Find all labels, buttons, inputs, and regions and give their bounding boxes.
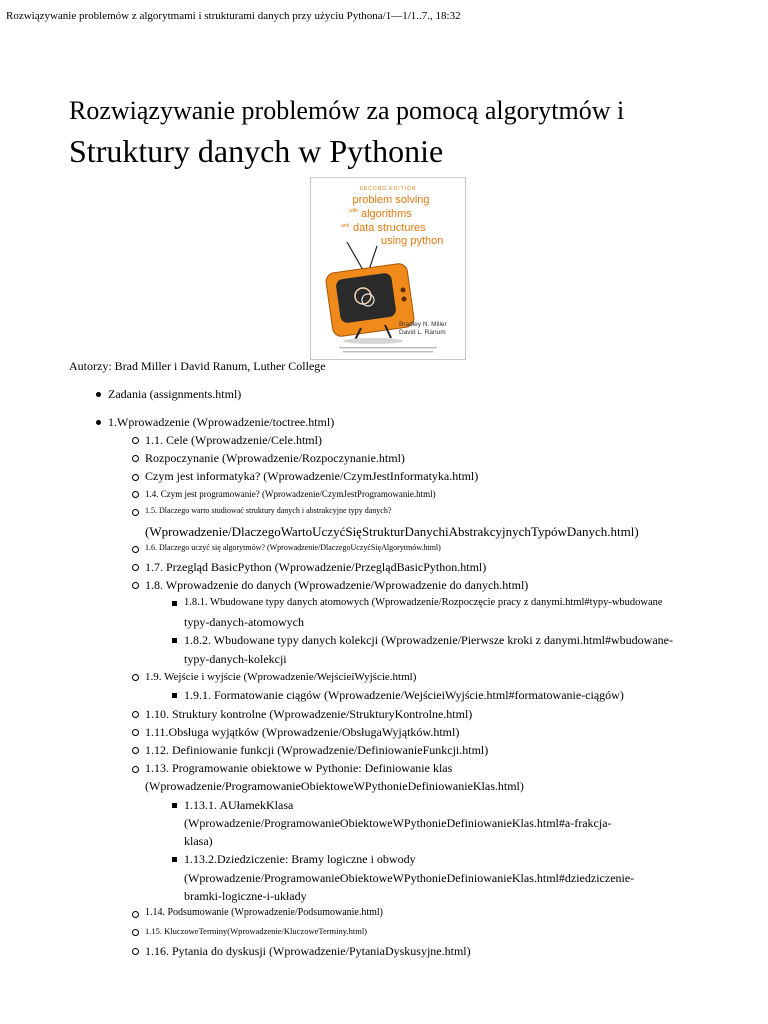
toc-link-1-13-2-cont[interactable]: bramki-logiczne-i-układy (184, 889, 307, 903)
bullet-disc (96, 392, 101, 397)
toc-link-1-14[interactable]: 1.14. Podsumowanie (Wprowadzenie/Podsumowanie.html) (145, 907, 384, 918)
toc-link-1-4[interactable]: 1.4. Czym jest programowanie? (Wprowadzenie/CzymJestProgramowanie.html) (145, 489, 436, 499)
toc-link-1-6[interactable]: 1.6. Dlaczego uczyć się algorytmów? (Wprowadzenie/DlaczegoUczyćSięAlgorytmów.html) (145, 543, 441, 552)
bullet-circle (132, 564, 139, 571)
cover-author-2: David L. Ranum (399, 329, 446, 336)
cover-title-and: and (341, 223, 350, 229)
toc-link-1-13-url[interactable]: (Wprowadzenie/ProgramowanieObiektoweWPythonieDefiniowanieKlas.html) (145, 779, 524, 793)
tv-knob-2 (402, 297, 407, 302)
toc-link-1-8[interactable]: 1.8. Wprowadzenie do danych (Wprowadzenie/Wprowadzenie do danych.html) (145, 578, 529, 592)
toc-link-1-9-1[interactable]: 1.9.1. Formatowanie ciągów (Wprowadzenie/WejścieiWyjście.html#formatowanie-ciągów) (184, 688, 624, 702)
toc-link-1-2[interactable]: Rozpoczynanie (Wprowadzenie/Rozpoczynanie.html) (145, 451, 405, 465)
toc-link-1-8-2[interactable]: 1.8.2. Wbudowane typy danych kolekcji (Wprowadzenie/Pierwsze kroki z danymi.html#wbudowane- (184, 633, 673, 647)
toc-link-1-5-url[interactable]: (Wprowadzenie/DlaczegoWartoUczyćSięStrukturDanychiAbstrakcyjnychTypówDanych.html) (145, 524, 639, 539)
tv-knob-1 (401, 288, 406, 293)
toc-link-intro[interactable]: 1.Wprowadzenie (Wprowadzenie/toctree.html) (108, 415, 335, 429)
book-cover-image (310, 177, 466, 360)
bullet-circle (132, 911, 139, 918)
toc-link-1-16[interactable]: 1.16. Pytania do dyskusji (Wprowadzenie/PytaniaDyskusyjne.html) (145, 944, 471, 958)
bullet-circle (132, 747, 139, 754)
toc-link-1-8-2-cont[interactable]: typy-danych-kolekcji (184, 652, 287, 666)
toc-link-1-9[interactable]: 1.9. Wejście i wyjście (Wprowadzenie/WejścieiWyjście.html) (145, 671, 417, 683)
toc-link-1-8-1-cont[interactable]: typy-danych-atomowych (184, 615, 304, 629)
toc-link-1-13-2-url[interactable]: (Wprowadzenie/ProgramowanieObiektoweWPythonieDefiniowanieKlas.html#dziedziczenie- (184, 871, 635, 885)
toc-link-1-13-1-url[interactable]: (Wprowadzenie/ProgramowanieObiektoweWPythonieDefiniowanieKlas.html#a-frakcja- (184, 816, 612, 830)
bullet-disc (96, 420, 101, 425)
toc-link-1-13[interactable]: 1.13. Programowanie obiektowe w Pythonie: Definiowanie klas (145, 761, 453, 775)
toc-link-1-7[interactable]: 1.7. Przegląd BasicPython (Wprowadzenie/PrzeglądBasicPython.html) (145, 560, 487, 574)
bullet-circle (132, 491, 139, 498)
toc-link-1-13-2[interactable]: 1.13.2.Dziedziczenie: Bramy logiczne i obwody (184, 852, 416, 866)
page-title-line-2: Struktury danych w Pythonie (69, 133, 444, 169)
bullet-circle (132, 455, 139, 462)
cover-title-with: with (349, 208, 358, 214)
cover-author-1: Bradley N. Miller (399, 321, 447, 328)
bullet-circle (132, 437, 139, 444)
toc-link-assignments[interactable]: Zadania (assignments.html) (108, 387, 242, 401)
cover-footer-line-2 (343, 351, 433, 353)
cover-title-4: using python (381, 235, 444, 247)
bullet-circle (132, 929, 139, 936)
bullet-square (172, 693, 177, 698)
bullet-circle (132, 474, 139, 481)
bullet-square (172, 601, 177, 606)
toc-link-1-11[interactable]: 1.11.Obsługa wyjątków (Wprowadzenie/ObsługaWyjątków.html) (145, 725, 460, 739)
toc-link-1-3[interactable]: Czym jest informatyka? (Wprowadzenie/CzymJestInformatyka.html) (145, 469, 479, 483)
bullet-circle (132, 766, 139, 773)
toc-link-1-5[interactable]: 1.5. Dlaczego warto studiować struktury danych i abstrakcyjne typy danych? (145, 506, 392, 515)
toc-link-1-10[interactable]: 1.10. Struktury kontrolne (Wprowadzenie/StrukturyKontrolne.html) (145, 707, 473, 721)
bullet-square (172, 857, 177, 862)
print-header: Rozwiązywanie problemów z algorytmami i strukturami danych przy użyciu Pythona/1—1/1..7., 18:32 (6, 10, 461, 22)
bullet-circle (132, 674, 139, 681)
toc-link-1-15[interactable]: 1.15. KluczoweTerminy(Wprowadzenie/KluczoweTerminy.html) (145, 926, 368, 936)
bullet-square (172, 638, 177, 643)
cover-title-3: data structures (353, 222, 426, 234)
tv-antenna-left (347, 242, 363, 270)
bullet-circle (132, 948, 139, 955)
cover-title-2: algorithms (361, 208, 412, 220)
bullet-square (172, 803, 177, 808)
toc-link-1-13-1[interactable]: 1.13.1. AUłamekKlasa (184, 798, 294, 812)
bullet-circle (132, 729, 139, 736)
toc-link-1-13-1-cont[interactable]: klasa) (184, 834, 213, 848)
bullet-circle (132, 582, 139, 589)
bullet-circle (132, 546, 139, 553)
page-title-line-1: Rozwiązywanie problemów za pomocą algorytmów i (69, 96, 625, 125)
bullet-circle (132, 509, 139, 516)
toc-link-1-12[interactable]: 1.12. Definiowanie funkcji (Wprowadzenie/DefiniowanieFunkcji.html) (145, 743, 489, 757)
tv-shadow (343, 338, 403, 344)
cover-title-1: problem solving (352, 194, 430, 206)
toc-link-1-8-1[interactable]: 1.8.1. Wbudowane typy danych atomowych (Wprowadzenie/Rozpoczęcie pracy z danymi.html#typy-wbudowane (184, 597, 663, 608)
book-cover-art (311, 178, 465, 359)
authors-line: Autorzy: Brad Miller i David Ranum, Luther College (69, 359, 326, 373)
tv-screen (335, 272, 397, 323)
toc-link-1-1[interactable]: 1.1. Cele (Wprowadzenie/Cele.html) (145, 433, 322, 447)
cover-edition: SECOND EDITION (359, 186, 417, 192)
cover-footer-line-1 (339, 347, 437, 349)
bullet-circle (132, 711, 139, 718)
